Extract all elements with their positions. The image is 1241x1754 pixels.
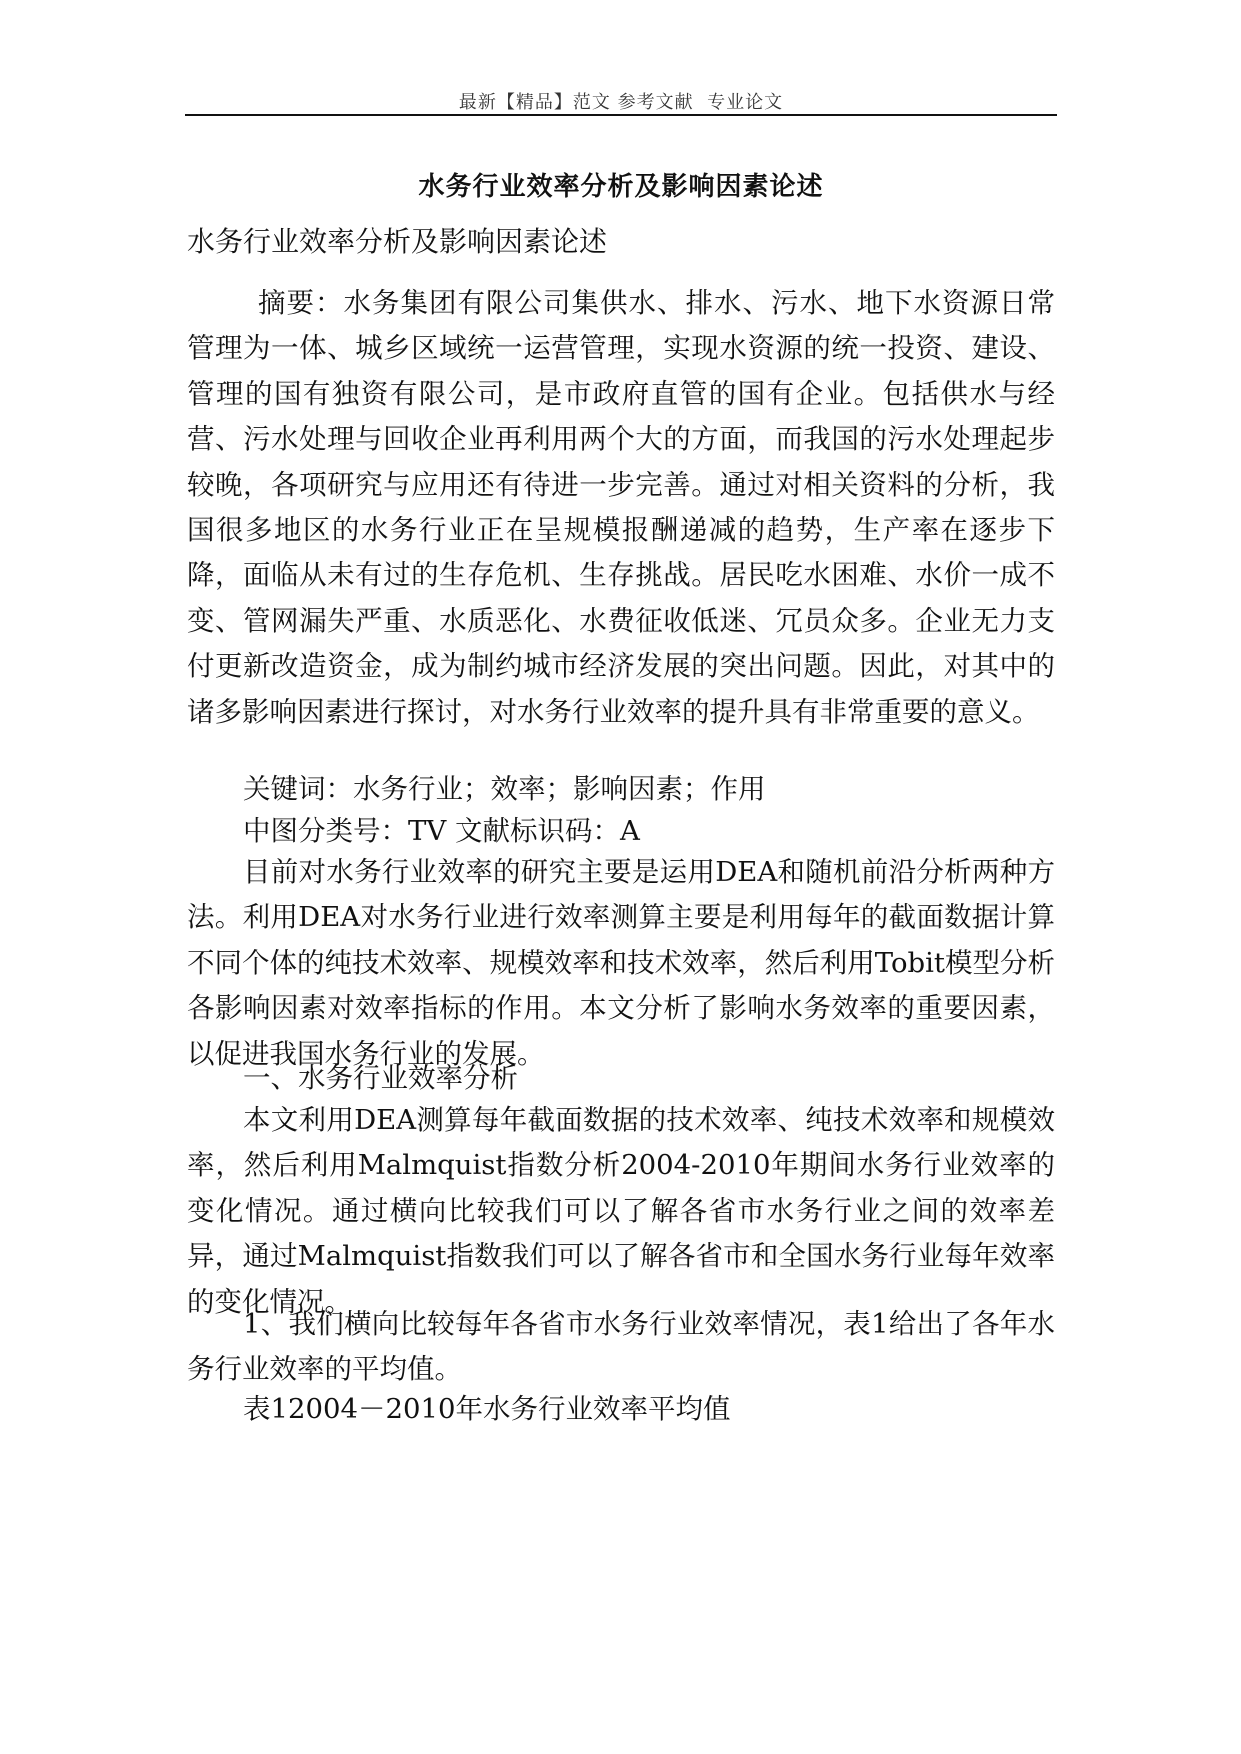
- table-caption: 表12004－2010年水务行业效率平均值: [243, 1393, 731, 1425]
- intro-paragraph: 目前对水务行业效率的研究主要是运用DEA和随机前沿分析两种方法。利用DEA对水务行业进行效率测算主要是利用每年的截面数据计算不同个体的纯技术效率、规模效率和技术效率，然后利用Tobit模型分析各影响因素对效率指标的作用。本文分析了影响水务效率的重要因素，以促进我国水务行业的发展。: [187, 856, 1055, 1070]
- document-title: 水务行业效率分析及影响因素论述: [418, 172, 824, 202]
- classification-line: 中图分类号：TV 文献标识码：A: [243, 815, 640, 847]
- section-paragraph: 本文利用DEA测算每年截面数据的技术效率、纯技术效率和规模效率，然后利用Malmquist指数分析2004-2010年期间水务行业效率的变化情况。通过横向比较我们可以了解各省市水务行业之间的效率差异，通过Malmquist指数我们可以了解各省市和全国水务行业每年效率的变化情况。: [187, 1104, 1055, 1318]
- abstract-paragraph: 摘要：水务集团有限公司集供水、排水、污水、地下水资源日常管理为一体、城乡区域统一运营管理，实现水资源的统一投资、建设、管理的国有独资有限公司，是市政府直管的国有企业。包括供水与经营、污水处理与回收企业再利用两个大的方面，而我国的污水处理起步较晚，各项研究与应用还有待进一步完善。通过对相关资料的分析，我国很多地区的水务行业正在呈规模报酬递减的趋势，生产率在逐步下降，面临从未有过的生存危机、生存挑战。居民吃水困难、水价一成不变、管网漏失严重、水质恶化、水费征收低迷、冗员众多。企业无力支付更新改造资金，成为制约城市经济发展的突出问题。因此，对其中的诸多影响因素进行探讨，对水务行业效率的提升具有非常重要的意义。: [187, 287, 1055, 728]
- keywords-line: 关键词：水务行业；效率；影响因素；作用: [243, 773, 766, 805]
- running-header: 最新【精品】范文 参考文献 专业论文: [458, 92, 784, 113]
- point-paragraph: 1、我们横向比较每年各省市水务行业效率情况，表1给出了各年水务行业效率的平均值。: [187, 1308, 1055, 1386]
- document-subtitle: 水务行业效率分析及影响因素论述: [187, 225, 608, 258]
- section-heading: 一、水务行业效率分析: [243, 1062, 518, 1094]
- header-divider: [185, 114, 1057, 116]
